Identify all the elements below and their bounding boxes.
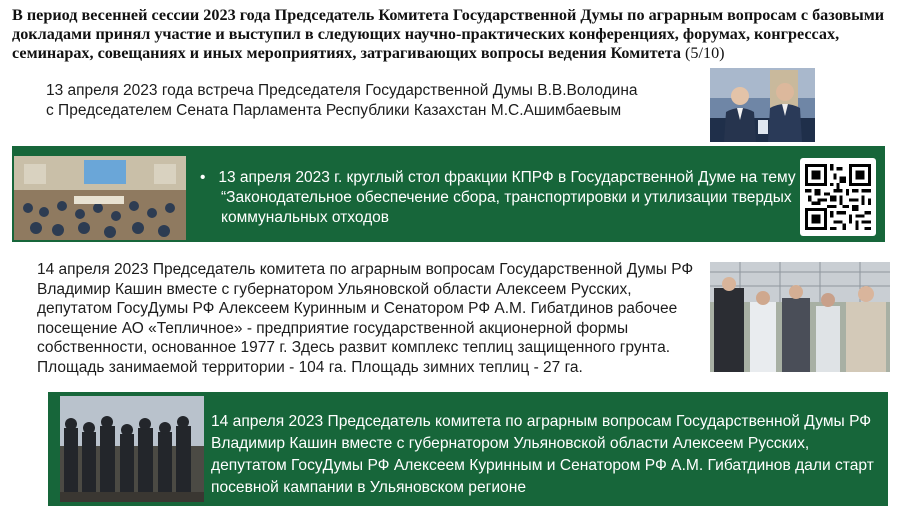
heading-text: В период весенней сессии 2023 года Председатель Комитета Государственной Думы по аграрным вопросам с базовыми докладами принял участие и выступил в следующих научно-практических конференциях, форумах, конгрессах, семинарах, совещаниях и иных мероприятиях, затрагивающих вопросы ведения Комитета [12, 6, 885, 62]
event-4-photo [60, 396, 204, 502]
event-2-line-1: 13 апреля 2023 г. круглый стол фракции КПРФ в Государственной Думе на тему [218, 169, 796, 186]
event-1-text [46, 81, 696, 120]
bullet-marker: • [200, 169, 206, 186]
qr-code-icon [805, 164, 871, 230]
event-2-line-3: коммунальных отходов [221, 209, 390, 226]
event-2-text [200, 168, 800, 228]
event-2-line-2: “Законодательное обеспечение сбора, транспортировки и утилизации твердых [221, 189, 792, 206]
event-2-photo [14, 156, 186, 240]
event-3-photo [710, 262, 890, 372]
event-4-text: 14 апреля 2023 Председатель комитета по аграрным вопросам Государственной Думы РФ Владимир Кашин вместе с губернатором Ульяновской области Алексеем Русских, депутатом ГосуДумы РФ Алексеем Куринным и Сенатором РФ А.М. Гибатдинов дали старт посевной кампании в Ульяновском регионе [211, 413, 874, 496]
event-1-line-1: 13 апреля 2023 года встреча Председателя Государственной Думы В.В.Володина [46, 82, 638, 99]
event-3-text: 14 апреля 2023 Председатель комитета по аграрным вопросам Государственной Думы РФ Владимир Кашин вместе с губернатором Ульяновской области Алексеем Русских, депутатом ГосуДумы РФ Алексеем Куринным и Сенатором РФ А.М. Гибатдинов рабочее посещение АО «Тепличное» - предприятие государственной акционерной формы собственности, основанное 1977 г. Здесь развит комплекс теплиц защищенного грунта. Площадь занимаемой территории - 104 га. Площадь зимних теплиц - 27 га. [37, 261, 694, 376]
slide-counter: (5/10) [685, 44, 725, 62]
qr-code[interactable] [800, 158, 876, 236]
event-1-photo [710, 68, 815, 142]
event-1-line-2: с Председателем Сената Парламента Республики Казахстан М.С.Ашимбаевым [46, 101, 622, 119]
slide-heading [12, 6, 892, 63]
